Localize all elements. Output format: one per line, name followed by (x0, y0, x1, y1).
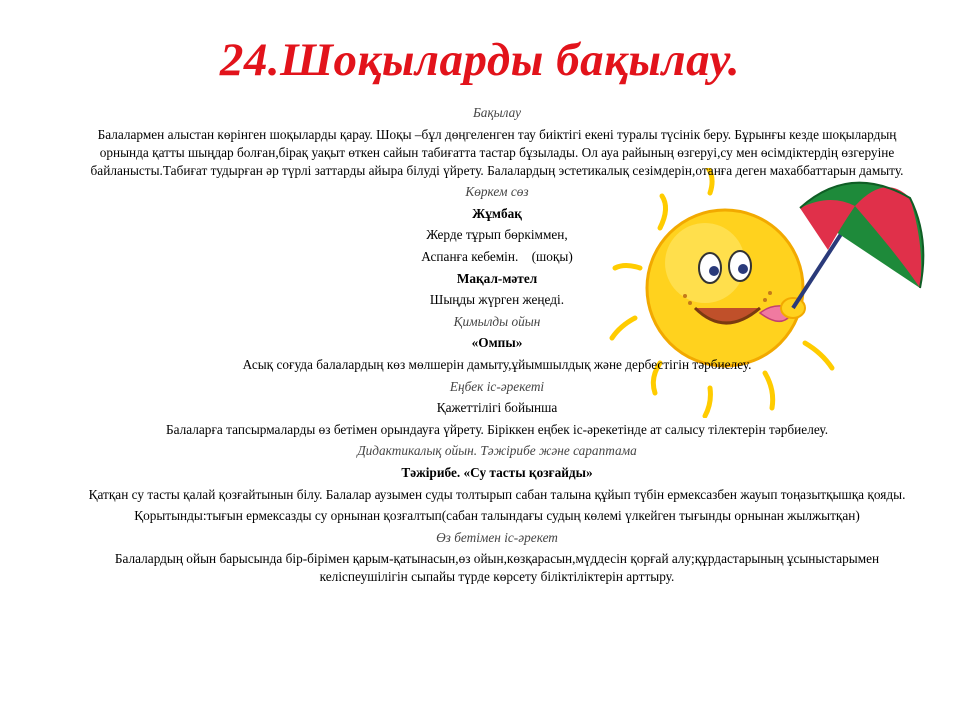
section-heading-labor: Еңбек іс-әрекеті (449, 378, 545, 394)
riddle-title: Жұмбақ (472, 205, 522, 221)
section-heading-observation: Бақылау (472, 105, 522, 120)
lesson-content (74, 104, 920, 590)
section-heading-didactic-game: Дидактикалық ойын. Тәжірибе және сараптама (357, 443, 637, 459)
game-text: Асық соғуда балалардың көз мөлшерін дамыту,ұйымшылдық және дербестігін тәрбиелеу. (242, 356, 752, 372)
experiment-title: «Су тасты қозғайды» (460, 464, 593, 480)
experiment-heading (74, 464, 920, 482)
proverb-text: Шыңды жүрген жеңеді. (429, 292, 565, 308)
proverb-title: Мақал-мәтел (456, 270, 538, 286)
labor-text: Балаларға тапсырмаларды өз бетімен орындауға үйрету. Біріккен еңбек іс-әрекетінде ат салысу тілектерін тәрбиелеу. (165, 421, 829, 437)
riddle-line-1: Жерде тұрып бөркіммен, (426, 227, 568, 243)
section-heading-artistic-word: Көркем сөз (465, 184, 529, 200)
labor-subheading: Қажеттілігі бойынша (436, 400, 558, 416)
experiment-conclusion: Қорытынды:тығын ермексазды су орнынан қозғалтып(сабан талындағы судың көлемі үлкейген тығынды орнынан жылжытқан) (134, 508, 860, 524)
observation-text: Балалармен алыстан көрінген шоқыларды қарау. Шоқы –бұл дөңгеленген тау биіктігі екені туралы түсінік беру. Бұрынғы кезде шоқылардың орнында қатты шыңдар болған,бірақ уақыт өткен сайын табиғатта тастар бұзылады. Ол ауа райының өзгеруі,су мен өсімдіктердің өзгеруіне байланысты.Табиғат тудырған әр түрлі заттарды айыра білуді үйрету. Балалардың эстетикалық сезімдерін,отанға деген махаббаттарын дамыту. (90, 126, 904, 178)
riddle-line-2: Аспанға кебемін. (шоқы) (421, 248, 573, 264)
experiment-text: Қатқан су тасты қалай қозғайтынын білу. Балалар аузымен суды толтырып сабан талына құйып түбін ермексазбен жауып тоңазытқышқа қояды. (88, 486, 906, 502)
game-title: «Омпы» (471, 335, 523, 351)
experiment-label: Тәжірибе. (401, 464, 461, 480)
section-heading-independent-activity: Өз бетімен іс-әрекет (436, 529, 558, 545)
section-heading-active-game: Қимылды ойын (453, 313, 541, 329)
page-title: 24.Шоқыларды бақылау. (219, 34, 741, 86)
independent-activity-text: Балалардың ойын барысында бір-бірімен қарым-қатынасын,өз ойын,көзқарасын,мүддесін қорғай алу;құрдастарының ұсыныстарымен келіспеушілігін сыпайы түрде көрсету біліктіліктерін арттыру. (114, 551, 880, 585)
